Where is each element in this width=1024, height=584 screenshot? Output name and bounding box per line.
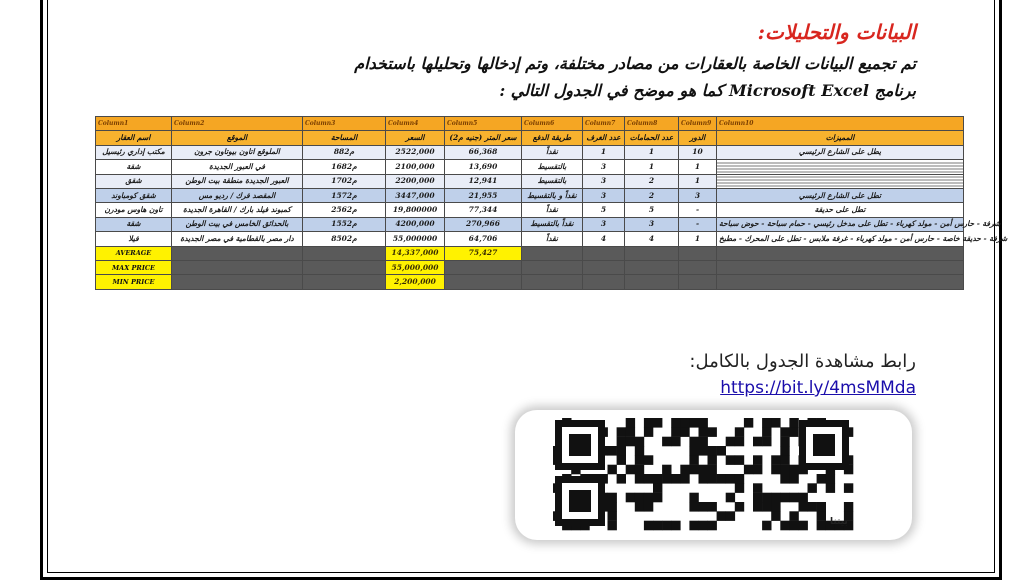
table-cell: 1 [583, 145, 625, 159]
header-cell: عدد الحمامات [625, 131, 679, 145]
table-cell: 1 [625, 145, 679, 159]
table-cell [717, 160, 964, 174]
table-cell: 2522,000 [386, 145, 445, 159]
table-cell: 1 [625, 160, 679, 174]
column-name-cell: Column2 [172, 117, 303, 131]
empty-cell [303, 246, 386, 260]
header-cell: طريقة الدفع [522, 131, 583, 145]
table-cell: تطل على حديقة [717, 203, 964, 217]
table-cell: 13,690 [445, 160, 522, 174]
column-name-cell: Column1 [96, 117, 172, 131]
empty-cell [522, 275, 583, 289]
table-cell: 157م2 [303, 188, 386, 202]
table-cell: 12,941 [445, 174, 522, 188]
header-cell: الموقع [172, 131, 303, 145]
header-row [96, 131, 964, 145]
empty-cell [303, 260, 386, 274]
stat-label-cell: MAX PRICE [96, 260, 172, 274]
table-cell: في العبور الجديدة [172, 160, 303, 174]
table-row [96, 174, 964, 188]
table-cell: نقداً و بالتقسيط [522, 188, 583, 202]
table-row [96, 160, 964, 174]
stat-label-cell: MIN PRICE [96, 275, 172, 289]
table-cell: - [679, 203, 717, 217]
column-name-cell: Column8 [625, 117, 679, 131]
table-cell: 3 [583, 188, 625, 202]
table-cell: 2 [625, 174, 679, 188]
table-cell: المقصد فرك / رديو مس [172, 188, 303, 202]
table-cell: 2100,000 [386, 160, 445, 174]
table-cell: تطل على الشارع الرئيسي [717, 188, 964, 202]
table-cell: 3 [679, 188, 717, 202]
empty-cell [583, 275, 625, 289]
empty-cell [172, 275, 303, 289]
empty-cell [625, 260, 679, 274]
table-link-label: رابط مشاهدة الجدول بالكامل: [689, 351, 916, 372]
table-cell: شقة [96, 160, 172, 174]
table-cell: 5 [625, 203, 679, 217]
table-link[interactable]: https://bit.ly/4msMMda [720, 378, 916, 398]
stat-ppm-cell [445, 275, 522, 289]
stat-row [96, 246, 964, 260]
table-cell: الملوقع اتاون بيوتاون جرون [172, 145, 303, 159]
column-name-cell: Column4 [386, 117, 445, 131]
column-name-cell: Column7 [583, 117, 625, 131]
table-cell: شرفة - حارس أمن - مولد كهرباء - تطل على مدخل رئيسي - حمام سباحة - حوض سباحة [717, 217, 964, 231]
empty-cell [717, 246, 964, 260]
table-row [96, 217, 964, 231]
intro-paragraph [136, 50, 916, 104]
column-name-cell: Column6 [522, 117, 583, 131]
table-cell: 77,344 [445, 203, 522, 217]
table-cell: 64,706 [445, 232, 522, 246]
table-cell: 1 [679, 160, 717, 174]
empty-cell [679, 246, 717, 260]
table-cell: 3 [583, 160, 625, 174]
stat-row [96, 260, 964, 274]
table-cell: - [679, 217, 717, 231]
header-cell: الدور [679, 131, 717, 145]
table-cell: 155م2 [303, 217, 386, 231]
column-name-cell: Column3 [303, 117, 386, 131]
header-cell: سعر المتر (جنيه م2) [445, 131, 522, 145]
table-cell: 3 [583, 174, 625, 188]
empty-cell [583, 260, 625, 274]
table-cell: شقق كومباوند [96, 188, 172, 202]
stat-row [96, 275, 964, 289]
table-cell: 66,368 [445, 145, 522, 159]
stat-label-cell: AVERAGE [96, 246, 172, 260]
table-row [96, 188, 964, 202]
table-cell: 10 [679, 145, 717, 159]
header-cell: عدد الغرف [583, 131, 625, 145]
excel-table [95, 116, 1008, 290]
table-cell: 850م2 [303, 232, 386, 246]
empty-cell [717, 260, 964, 274]
empty-cell [679, 260, 717, 274]
header-cell: المساحة [303, 131, 386, 145]
table-cell: بالتقسيط [522, 160, 583, 174]
table-cell: نقداً بالتقسيط [522, 217, 583, 231]
qr-brand-logo: بيتنا [830, 517, 848, 527]
empty-cell [717, 275, 964, 289]
table-cell: 2200,000 [386, 174, 445, 188]
table-cell: 5 [583, 203, 625, 217]
table-cell [717, 174, 964, 188]
table-cell: 3 [583, 217, 625, 231]
table-cell: دار مصر بالقطامية في مصر الجديدة [172, 232, 303, 246]
empty-cell [625, 246, 679, 260]
table-cell: 4200,000 [386, 217, 445, 231]
empty-cell [679, 275, 717, 289]
table-cell: 2 [625, 188, 679, 202]
stat-ppm-cell: 75,427 [445, 246, 522, 260]
table-row [96, 145, 964, 159]
stat-price-cell: 2,200,000 [386, 275, 445, 289]
qr-card [515, 410, 912, 540]
table-cell: نقداً [522, 203, 583, 217]
empty-cell [522, 246, 583, 260]
intro-line-1: تم تجميع البيانات الخاصة بالعقارات من مصادر مختلفة، وتم إدخالها وتحليلها باستخدام [354, 54, 916, 73]
table-cell: تاون هاوس مودرن [96, 203, 172, 217]
table-row [96, 203, 964, 217]
table-cell: كمبوند فيلد بارك / القاهرة الجديدة [172, 203, 303, 217]
table-cell: نقداً [522, 145, 583, 159]
stat-price-cell: 55,000,000 [386, 260, 445, 274]
table-cell: فيلا [96, 232, 172, 246]
table-cell: 270,966 [445, 217, 522, 231]
section-title: البيانات والتحليلات: [757, 20, 916, 44]
table-row [96, 232, 964, 246]
table-cell: يطل على الشارع الرئيسي [717, 145, 964, 159]
column-name-cell: Column10 [717, 117, 964, 131]
table-cell: 1 [679, 174, 717, 188]
table-cell: بالتقسيط [522, 174, 583, 188]
table-cell: مكتب إداري رئيسيل [96, 145, 172, 159]
column-name-cell: Column5 [445, 117, 522, 131]
table-cell: 19,800000 [386, 203, 445, 217]
qr-code[interactable] [553, 418, 853, 530]
empty-cell [303, 275, 386, 289]
stat-price-cell: 14,337,000 [386, 246, 445, 260]
header-cell: اسم العقار [96, 131, 172, 145]
table-cell: 4 [625, 232, 679, 246]
table-cell: 256م2 [303, 203, 386, 217]
table-cell: شقق [96, 174, 172, 188]
empty-cell [522, 260, 583, 274]
table-cell: 88م2 [303, 145, 386, 159]
empty-cell [172, 260, 303, 274]
empty-cell [583, 246, 625, 260]
table-cell: 3 [625, 217, 679, 231]
column-name-row [96, 117, 964, 131]
table-cell: بالحدائق الخامس في بيت الوطن [172, 217, 303, 231]
stat-ppm-cell [445, 260, 522, 274]
table-cell: 170م2 [303, 174, 386, 188]
intro-line-2: برنامج Microsoft Excel كما هو موضح في الجدول التالي : [499, 81, 916, 100]
table-cell: 55,000000 [386, 232, 445, 246]
table-cell: 168م2 [303, 160, 386, 174]
table-cell: شرفة - حديقة خاصة - حارس أمن - مولد كهرباء - غرفة ملابس - تطل على المحرك - مطبخ [717, 232, 964, 246]
header-cell: السعر [386, 131, 445, 145]
empty-cell [625, 275, 679, 289]
table-cell: 3447,000 [386, 188, 445, 202]
column-name-cell: Column9 [679, 117, 717, 131]
table-cell: 1 [679, 232, 717, 246]
empty-cell [172, 246, 303, 260]
table-cell: العبور الجديدة منطقة بيت الوطن [172, 174, 303, 188]
table-cell: نقداً [522, 232, 583, 246]
table-cell: 21,955 [445, 188, 522, 202]
table-cell: شقة [96, 217, 172, 231]
header-cell: المميزات [717, 131, 964, 145]
table-cell: 4 [583, 232, 625, 246]
